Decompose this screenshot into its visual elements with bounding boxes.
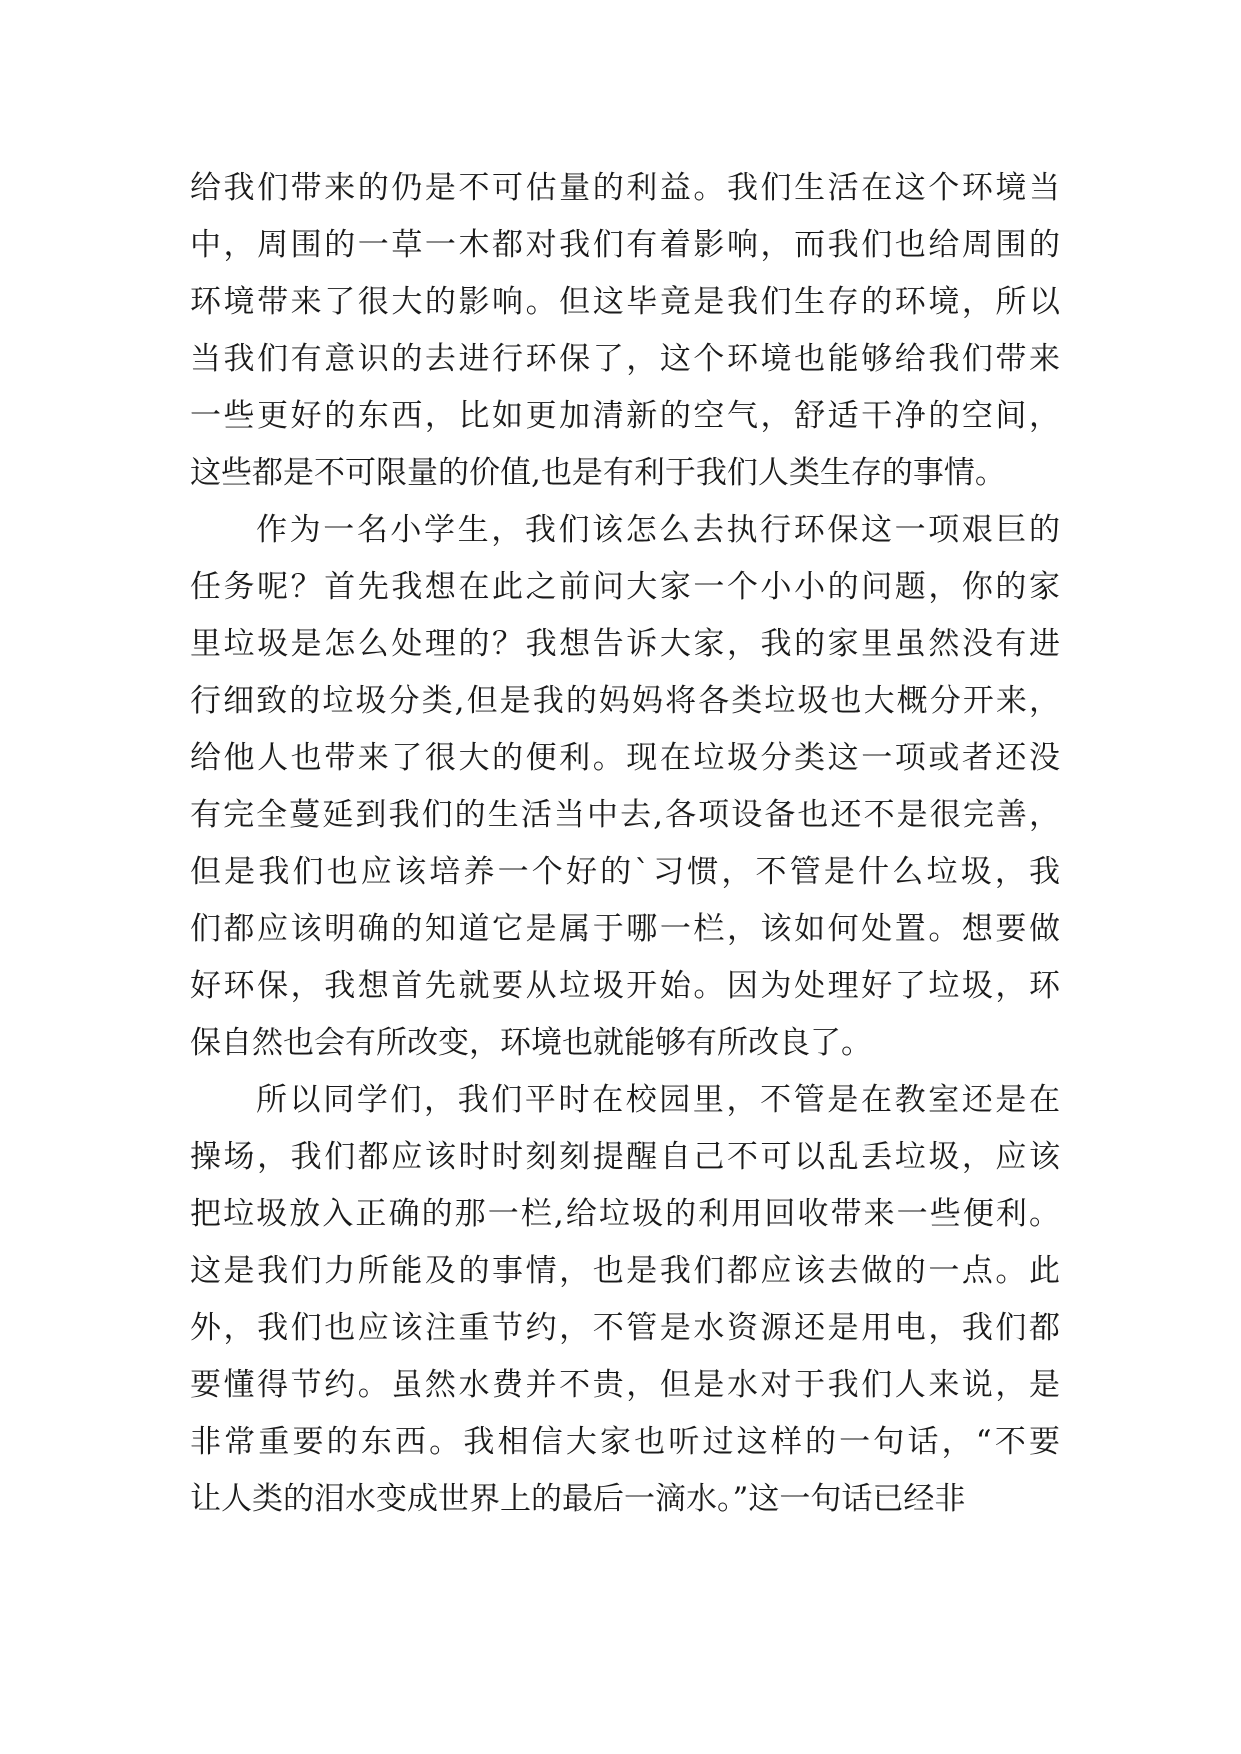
text-line: 这些都是不可限量的价值,也是有利于我们人类生存的事情。 (190, 455, 1006, 491)
text-line: 所以同学们，我们平时在校园里，不管是在教室还是在 (256, 1082, 1060, 1118)
text-line: 给我们带来的仍是不可估量的利益。我们生活在这个环境当 (190, 170, 1060, 206)
text-line: 保自然也会有所改变，环境也就能够有所改良了。 (190, 1025, 872, 1061)
text-line: 给他人也带来了很大的便利。现在垃圾分类这一项或者还没 (190, 740, 1060, 776)
text-line: 们都应该明确的知道它是属于哪一栏，该如何处置。想要做 (190, 911, 1060, 947)
text-line: 任务呢？首先我想在此之前问大家一个小小的问题，你的家 (190, 569, 1060, 605)
text-line: 好环保，我想首先就要从垃圾开始。因为处理好了垃圾，环 (190, 968, 1060, 1004)
text-line: 有完全蔓延到我们的生活当中去,各项设备也还不是很完善， (190, 797, 1060, 833)
text-line: 外，我们也应该注重节约，不管是水资源还是用电，我们都 (190, 1310, 1060, 1346)
text-line: 一些更好的东西，比如更加清新的空气，舒适干净的空间， (190, 398, 1060, 434)
text-line: 作为一名小学生，我们该怎么去执行环保这一项艰巨的 (256, 512, 1060, 548)
text-line: 中，周围的一草一木都对我们有着影响，而我们也给周围的 (190, 227, 1060, 263)
text-line: 这是我们力所能及的事情，也是我们都应该去做的一点。此 (190, 1253, 1060, 1289)
text-line: 把垃圾放入正确的那一栏,给垃圾的利用回收带来一些便利。 (190, 1196, 1060, 1232)
text-line: 但是我们也应该培养一个好的`习惯，不管是什么垃圾，我 (190, 854, 1060, 890)
text-line: 让人类的泪水变成世界上的最后一滴水。”这一句话已经非 (190, 1481, 966, 1517)
text-line: 当我们有意识的去进行环保了，这个环境也能够给我们带来 (190, 341, 1060, 377)
text-line: 操场，我们都应该时时刻刻提醒自己不可以乱丢垃圾，应该 (190, 1139, 1060, 1175)
text-line: 行细致的垃圾分类,但是我的妈妈将各类垃圾也大概分开来， (190, 683, 1060, 719)
text-line: 环境带来了很大的影响。但这毕竟是我们生存的环境，所以 (190, 284, 1060, 320)
text-line: 里垃圾是怎么处理的？我想告诉大家，我的家里虽然没有进 (190, 626, 1060, 662)
text-line: 非常重要的东西。我相信大家也听过这样的一句话，“不要 (190, 1424, 1060, 1460)
text-line: 要懂得节约。虽然水费并不贵，但是水对于我们人来说，是 (190, 1367, 1060, 1403)
